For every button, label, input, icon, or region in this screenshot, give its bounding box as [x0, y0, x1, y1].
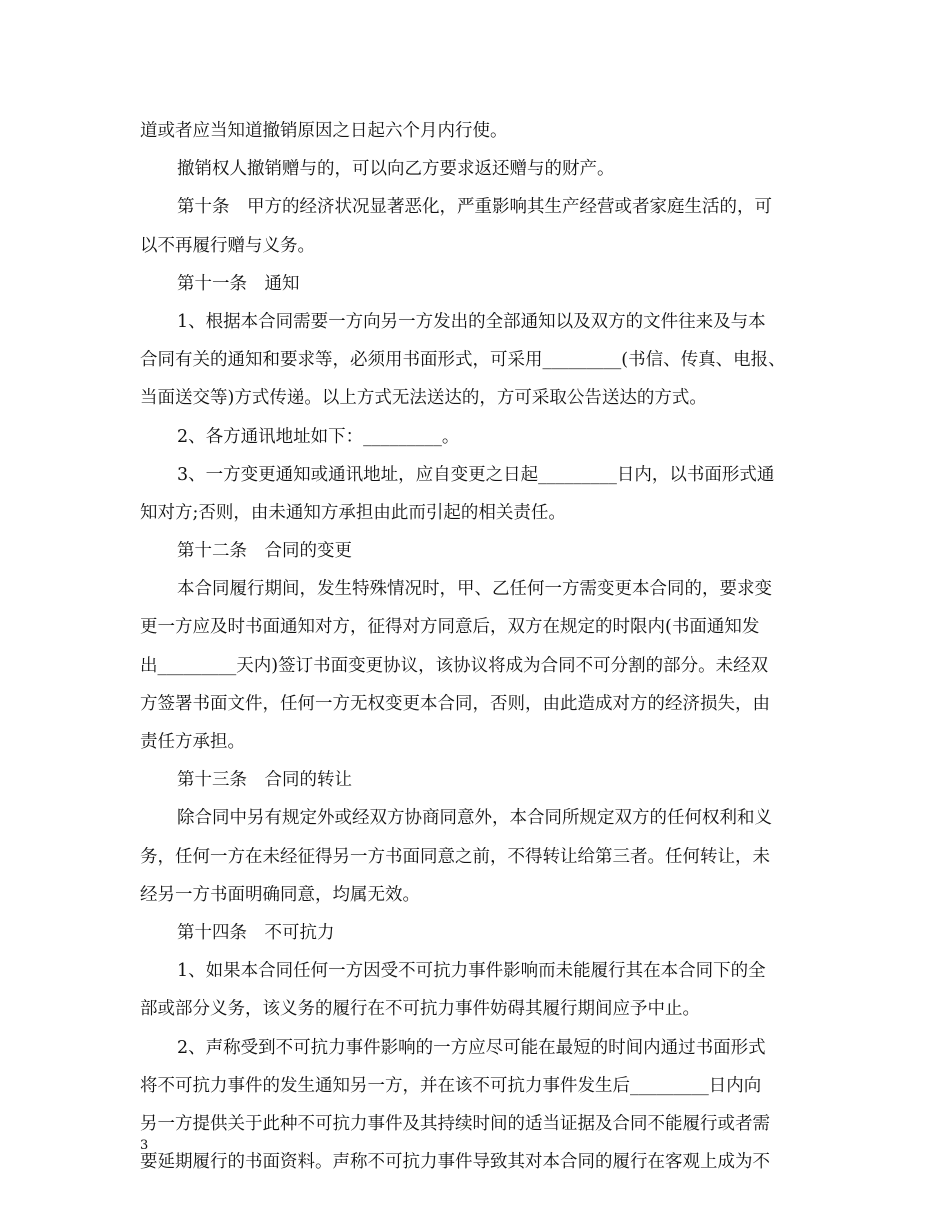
- article-11-heading: 第十一条 通知: [177, 273, 300, 294]
- text-line: 3、一方变更通知或通讯地址，应自变更之日起_________日内，以书面形式通: [177, 464, 775, 485]
- article-10-line: 第十条 甲方的经济状况显著恶化，严重影响其生产经营或者家庭生活的，可: [177, 197, 772, 218]
- text-line: 除合同中另有规定外或经双方协商同意外，本合同所规定双方的任何权利和义: [177, 808, 772, 829]
- text-line: 将不可抗力事件的发生通知另一方，并在该不可抗力事件发生后_________日内向: [140, 1075, 762, 1096]
- text-line: 出_________天内)签订书面变更协议，该协议将成为合同不可分割的部分。未经双: [140, 655, 769, 676]
- text-line: 2、声称受到不可抗力事件影响的一方应尽可能在最短的时间内通过书面形式: [177, 1037, 766, 1058]
- text-line: 合同有关的通知和要求等，必须用书面形式，可采用_________(书信、传真、电报、: [140, 350, 786, 371]
- text-line: 要延期履行的书面资料。声称不可抗力事件导致其对本合同的履行在客观上成为不: [140, 1152, 770, 1173]
- article-12-heading: 第十二条 合同的变更: [177, 541, 352, 562]
- text-line: 责任方承担。: [140, 732, 245, 752]
- text-line: 知对方;否则，由未通知方承担由此而引起的相关责任。: [140, 502, 566, 523]
- text-line: 1、如果本合同任何一方因受不可抗力事件影响而未能履行其在本合同下的全: [177, 961, 766, 982]
- text-line: 务，任何一方在未经征得另一方书面同意之前，不得转让给第三者。任何转让，未: [140, 846, 770, 867]
- text-line: 另一方提供关于此种不可抗力事件及其持续时间的适当证据及合同不能履行或者需: [140, 1113, 770, 1134]
- document-body: [140, 112, 810, 1181]
- page-number: 3: [140, 1138, 149, 1153]
- text-line: 方签署书面文件，任何一方无权变更本合同，否则，由此造成对方的经济损失，由: [140, 693, 770, 714]
- text-line: 以不再履行赠与义务。: [140, 235, 315, 256]
- text-line: 1、根据本合同需要一方向另一方发出的全部通知以及双方的文件往来及与本: [177, 311, 766, 332]
- text-line: 当面送交等)方式传递。以上方式无法送达的，方可采取公告送达的方式。: [140, 388, 707, 409]
- text-line: 经另一方书面明确同意，均属无效。: [140, 884, 420, 905]
- text-line: 道或者应当知道撤销原因之日起六个月内行使。: [140, 121, 508, 141]
- text-line: 本合同履行期间，发生特殊情况时，甲、乙任何一方需变更本合同的，要求变: [177, 579, 772, 600]
- article-14-heading: 第十四条 不可抗力: [177, 922, 335, 943]
- article-13-heading: 第十三条 合同的转让: [177, 770, 352, 791]
- text-line: 撤销权人撤销赠与的，可以向乙方要求返还赠与的财产。: [177, 159, 615, 180]
- text-line: 部或部分义务，该义务的履行在不可抗力事件妨碍其履行期间应予中止。: [140, 999, 700, 1020]
- text-line: 更一方应及时书面通知对方，征得对方同意后，双方在规定的时限内(书面通知发: [140, 617, 760, 638]
- text-line: 2、各方通讯地址如下：_________。: [177, 426, 460, 447]
